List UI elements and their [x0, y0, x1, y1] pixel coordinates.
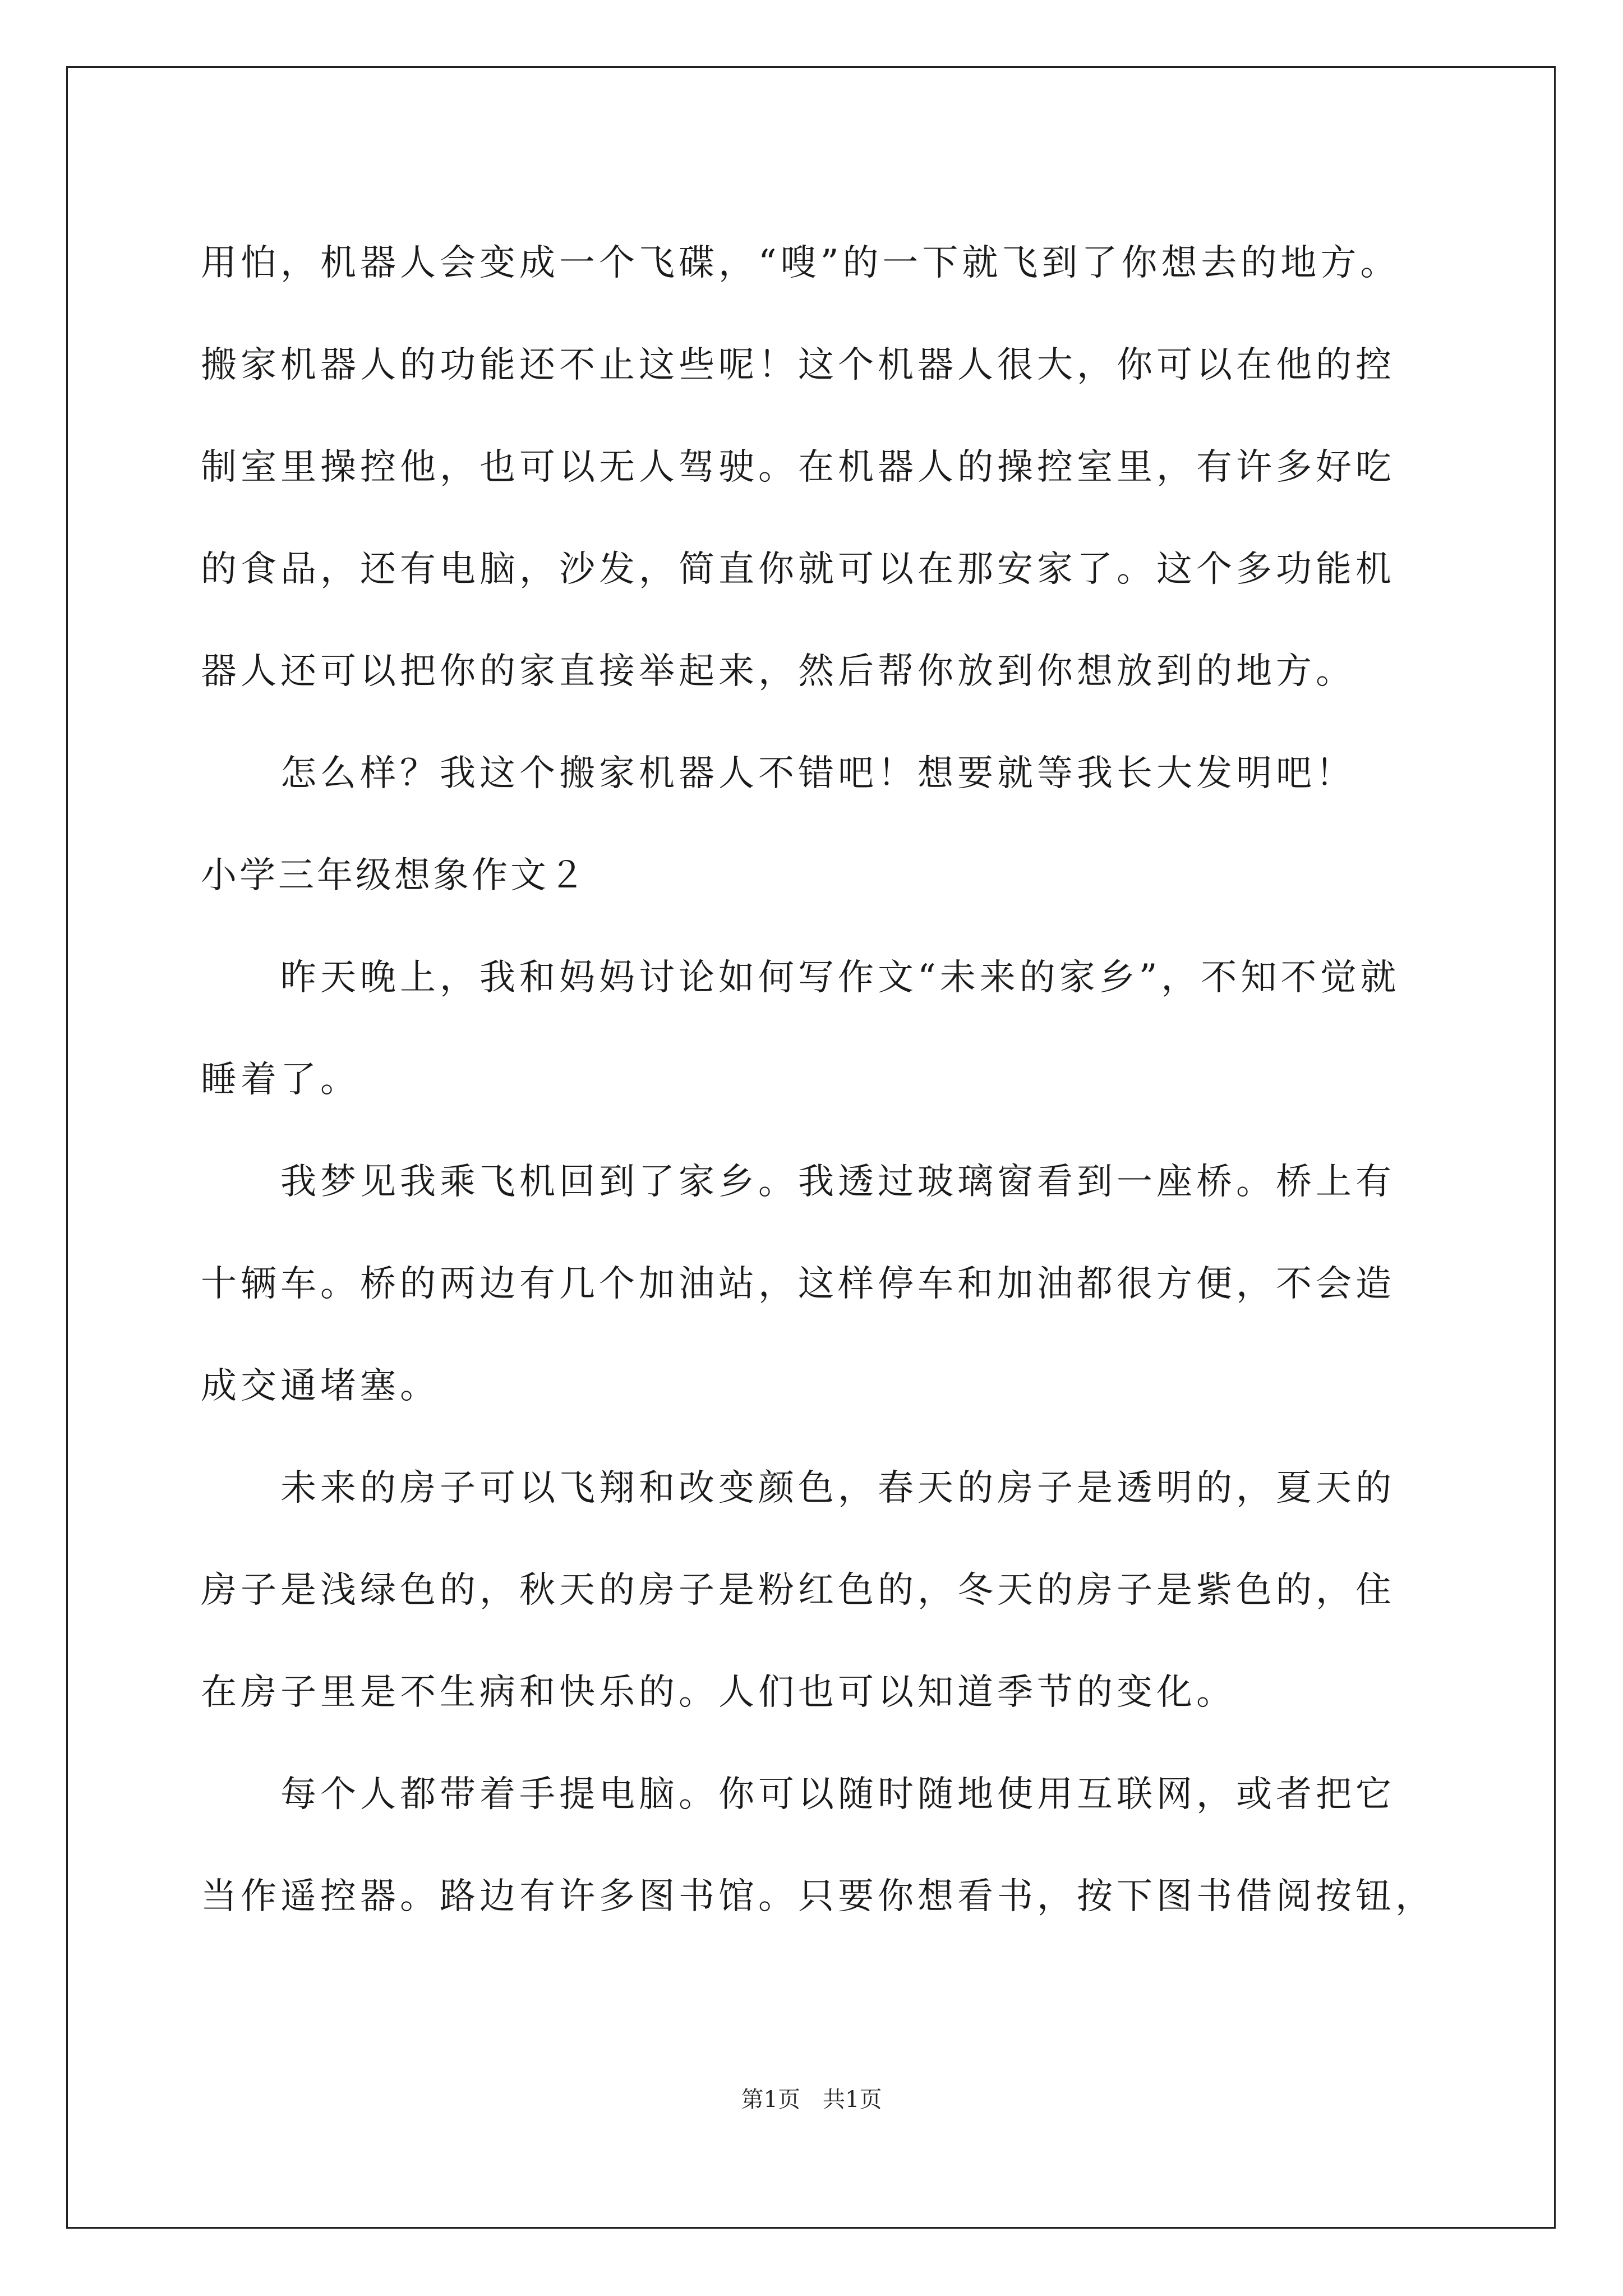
text-line: 制室里操控他，也可以无人驾驶。在机器人的操控室里，有许多好吃 [201, 447, 1395, 488]
text-line: 当作遥控器。路边有许多图书馆。只要你想看书，按下图书借阅按钮， [201, 1876, 1435, 1917]
text-line: 未来的房子可以飞翔和改变颜色，春天的房子是透明的，夏天的 [280, 1467, 1395, 1509]
text-line: 器人还可以把你的家直接举起来，然后帮你放到你想放到的地方。 [201, 651, 1355, 692]
section-heading: 小学三年级想象作文２ [201, 855, 588, 896]
page-footer: 第1页 共1页 [741, 2087, 882, 2113]
text-line: 我梦见我乘飞机回到了家乡。我透过玻璃窗看到一座桥。桥上有 [280, 1161, 1395, 1203]
text-line: 昨天晚上，我和妈妈讨论如何写作文“未来的家乡”，不知不觉就 [280, 957, 1400, 999]
text-line: 成交通堵塞。 [201, 1365, 440, 1407]
text-line: 搬家机器人的功能还不止这些呢！这个机器人很大，你可以在他的控 [201, 344, 1395, 386]
text-line: 十辆车。桥的两边有几个加油站，这样停车和加油都很方便，不会造 [201, 1263, 1395, 1305]
text-line: 怎么样？我这个搬家机器人不错吧！想要就等我长大发明吧！ [280, 753, 1355, 794]
text-line: 的食品，还有电脑，沙发，简直你就可以在那安家了。这个多功能机 [201, 549, 1395, 590]
text-line: 在房子里是不生病和快乐的。人们也可以知道季节的变化。 [201, 1672, 1236, 1713]
text-line: 房子是浅绿色的，秋天的房子是粉红色的，冬天的房子是紫色的，住 [201, 1570, 1395, 1611]
text-line: 睡着了。 [201, 1059, 360, 1101]
document-body [201, 212, 1491, 1948]
text-line: 每个人都带着手提电脑。你可以随时随地使用互联网，或者把它 [280, 1774, 1395, 1815]
text-line: 用怕，机器人会变成一个飞碟，“嗖”的一下就飞到了你想去的地方。 [201, 242, 1400, 284]
